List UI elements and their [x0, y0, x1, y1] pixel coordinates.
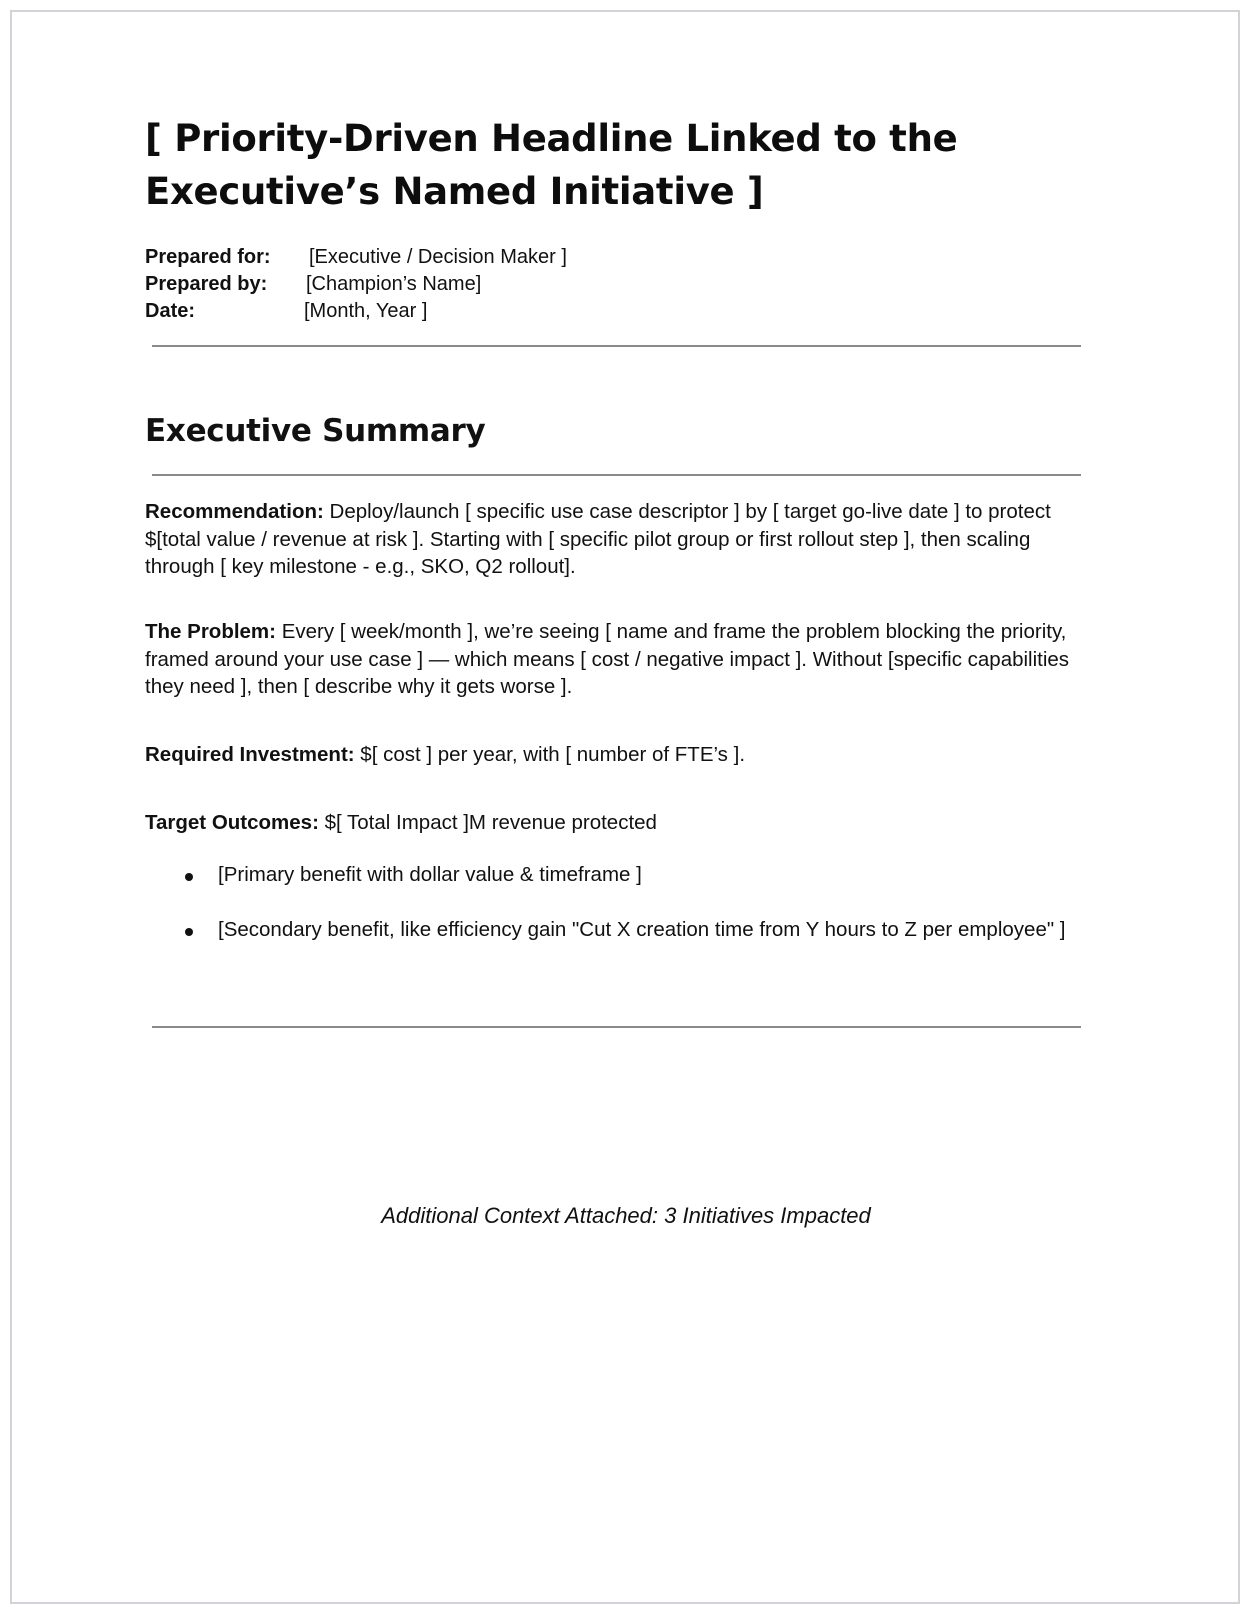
recommendation-paragraph: [145, 498, 1095, 581]
outcomes-label: Target Outcomes:: [145, 811, 319, 834]
investment-text: $[ cost ] per year, with [ number of FTE’s ].: [354, 743, 746, 766]
list-item: [145, 861, 1095, 889]
meta-label: Prepared for:: [145, 246, 271, 268]
outcomes-list: [145, 861, 1095, 970]
meta-value: [Executive / Decision Maker ]: [309, 246, 567, 268]
divider: [152, 345, 1081, 347]
bullet-icon: [185, 928, 193, 936]
outcomes-paragraph: [145, 809, 1095, 837]
problem-label: The Problem:: [145, 620, 276, 643]
section-heading: Executive Summary: [145, 413, 486, 449]
bullet-icon: [185, 873, 193, 881]
meta-value: [Month, Year ]: [304, 300, 428, 322]
list-item-text: [Primary benefit with dollar value & timeframe ]: [218, 863, 642, 886]
meta-label: Prepared by:: [145, 273, 268, 295]
recommendation-text: Deploy/launch [ specific use case descriptor ] by [ target go-live date ] to protect $[total value / revenue at risk ]. Starting with [ specific pilot group or first rollout step ], then scaling through [ key milestone - e.g., SKO, Q2 rollout].: [145, 500, 1051, 578]
outcomes-text: $[ Total Impact ]M revenue protected: [318, 811, 657, 834]
recommendation-label: Recommendation:: [145, 500, 324, 523]
meta-value: [Champion’s Name]: [306, 273, 482, 295]
divider: [152, 474, 1081, 476]
document-title: [ Priority-Driven Headline Linked to the Executive’s Named Initiative ]: [145, 117, 958, 213]
list-item-text: [Secondary benefit, like efficiency gain "Cut X creation time from Y hours to Z per employee" ]: [218, 917, 1066, 941]
list-item: [145, 916, 1095, 944]
footer-note: Additional Context Attached: 3 Initiatives Impacted: [381, 1203, 871, 1228]
problem-paragraph: [145, 618, 1095, 701]
investment-label: Required Investment:: [145, 743, 355, 766]
investment-paragraph: [145, 741, 1095, 769]
meta-label: Date:: [145, 300, 196, 322]
divider: [152, 1026, 1081, 1028]
problem-text: Every [ week/month ], we’re seeing [ name and frame the problem blocking the priority, framed around your use case ] — which means [ cost / negative impact ]. Without [specific capabilities they need ], then [ describe why it gets worse ].: [145, 620, 1070, 698]
